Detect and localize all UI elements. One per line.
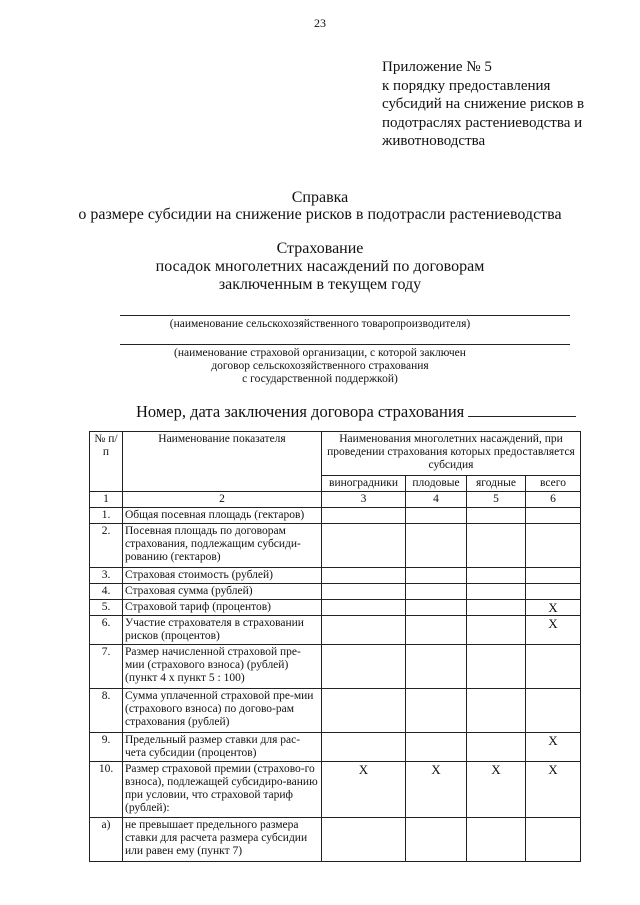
cell-vineyards [322, 600, 406, 616]
row-label: Посевная площадь по договорам страхования, подлежащим субсиди-рованию (гектаров) [123, 524, 322, 568]
cell-vineyards [322, 568, 406, 584]
appendix-line: подотраслях растениеводства и [382, 114, 583, 131]
row-number: 10. [90, 762, 123, 818]
header-col-berry: ягодные [467, 476, 526, 492]
cell-vineyards: X [322, 762, 406, 818]
row-number: а) [90, 818, 123, 862]
section-subtitle-line: посадок многолетних насаждений по договорам [155, 258, 485, 275]
header-col-fruit: плодовые [406, 476, 467, 492]
cell-berry [467, 689, 526, 733]
cell-fruit [406, 645, 467, 689]
cell-vineyards [322, 645, 406, 689]
col-number: 4 [406, 492, 467, 508]
cell-vineyards [322, 524, 406, 568]
column-number-row [90, 492, 581, 508]
cell-total [526, 508, 581, 524]
row-label: Предельный размер ставки для рас-чета субсидии (процентов) [123, 733, 322, 762]
header-col-total: всего [526, 476, 581, 492]
cell-fruit: X [406, 762, 467, 818]
table-row [90, 568, 581, 584]
cell-vineyards [322, 616, 406, 645]
cell-fruit [406, 616, 467, 645]
row-number: 8. [90, 689, 123, 733]
appendix-line: животноводства [382, 133, 486, 149]
cell-total [526, 568, 581, 584]
cell-total [526, 689, 581, 733]
cell-fruit [406, 508, 467, 524]
row-label: Страховая сумма (рублей) [123, 584, 322, 600]
cell-total: X [526, 600, 581, 616]
cell-total [526, 584, 581, 600]
row-label: Страховая стоимость (рублей) [123, 568, 322, 584]
col-number: 1 [90, 492, 123, 508]
col-number: 3 [322, 492, 406, 508]
cell-fruit [406, 818, 467, 862]
document-title: Справка [291, 189, 349, 206]
appendix-block [382, 58, 632, 151]
header-num: № п/п [90, 432, 123, 492]
insurer-caption: (наименование страховой организации, с которой заключен [174, 347, 466, 359]
contract-label: Номер, дата заключения договора страхования [136, 402, 465, 421]
cell-berry [467, 524, 526, 568]
cell-total [526, 645, 581, 689]
row-label: Страховой тариф (процентов) [123, 600, 322, 616]
producer-name-line [120, 315, 570, 316]
row-number: 7. [90, 645, 123, 689]
header-group: Наименования многолетних насаждений, при проведении страхования которых предоставляется субсидия [322, 432, 581, 476]
table-row [90, 508, 581, 524]
row-number: 2. [90, 524, 123, 568]
row-number: 1. [90, 508, 123, 524]
header-indicator: Наименование показателя [123, 432, 322, 492]
header-col-vineyards: виноградники [322, 476, 406, 492]
row-label: Сумма уплаченной страховой пре-мии (страхового взноса) по догово-рам страхования (рублей) [123, 689, 322, 733]
row-number: 4. [90, 584, 123, 600]
table-row [90, 616, 581, 645]
document-subtitle: о размере субсидии на снижение рисков в подотрасли растениеводства [78, 206, 562, 223]
page-number: 23 [314, 16, 326, 30]
contract-blank-line [468, 404, 576, 417]
row-label: не превышает предельного размера ставки для расчета размера субсидии или равен ему (пункт 7) [123, 818, 322, 862]
cell-berry [467, 818, 526, 862]
row-number: 5. [90, 600, 123, 616]
row-label: Размер страховой премии (страхово-го взноса), подлежащей субсидиро-ванию при условии, что страховой тариф (рублей): [123, 762, 322, 818]
section-subtitle-line: заключенным в текущем году [218, 276, 422, 293]
row-label: Общая посевная площадь (гектаров) [123, 508, 322, 524]
cell-fruit [406, 600, 467, 616]
insurer-name-line [120, 344, 570, 345]
cell-berry [467, 645, 526, 689]
table-row [90, 818, 581, 862]
appendix-line: к порядку предоставления [382, 77, 551, 94]
cell-berry [467, 584, 526, 600]
cell-berry [467, 568, 526, 584]
row-label: Размер начисленной страховой пре-мии (страхового взноса) (рублей) (пункт 4 х пункт 5 : 100) [123, 645, 322, 689]
cell-total: X [526, 616, 581, 645]
cell-fruit [406, 524, 467, 568]
cell-total: X [526, 762, 581, 818]
cell-berry [467, 600, 526, 616]
table-row [90, 524, 581, 568]
row-number: 3. [90, 568, 123, 584]
insurer-caption: с государственной поддержкой) [242, 373, 398, 385]
cell-vineyards [322, 818, 406, 862]
row-number: 9. [90, 733, 123, 762]
cell-berry [467, 616, 526, 645]
cell-fruit [406, 733, 467, 762]
cell-berry: X [467, 762, 526, 818]
cell-berry [467, 733, 526, 762]
cell-total: X [526, 733, 581, 762]
cell-vineyards [322, 508, 406, 524]
table-row [90, 689, 581, 733]
cell-berry [467, 508, 526, 524]
contract-field [136, 402, 576, 422]
appendix-line: Приложение № 5 [382, 59, 492, 75]
cell-fruit [406, 689, 467, 733]
col-number: 5 [467, 492, 526, 508]
col-number: 6 [526, 492, 581, 508]
cell-vineyards [322, 584, 406, 600]
table-row [90, 762, 581, 818]
cell-total [526, 524, 581, 568]
header-row [90, 432, 581, 476]
producer-caption: (наименование сельскохозяйственного товаропроизводителя) [169, 318, 471, 330]
cell-vineyards [322, 689, 406, 733]
table-row [90, 645, 581, 689]
table-row [90, 733, 581, 762]
cell-fruit [406, 584, 467, 600]
insurer-caption: договор сельскохозяйственного страхования [211, 360, 429, 372]
section-title: Страхование [276, 240, 364, 257]
row-label: Участие страхователя в страховании рисков (процентов) [123, 616, 322, 645]
table-row [90, 600, 581, 616]
table-row [90, 584, 581, 600]
row-number: 6. [90, 616, 123, 645]
cell-vineyards [322, 733, 406, 762]
cell-total [526, 818, 581, 862]
col-number: 2 [123, 492, 322, 508]
cell-fruit [406, 568, 467, 584]
subsidy-table [89, 431, 581, 862]
appendix-line: субсидий на снижение рисков в [382, 96, 585, 112]
